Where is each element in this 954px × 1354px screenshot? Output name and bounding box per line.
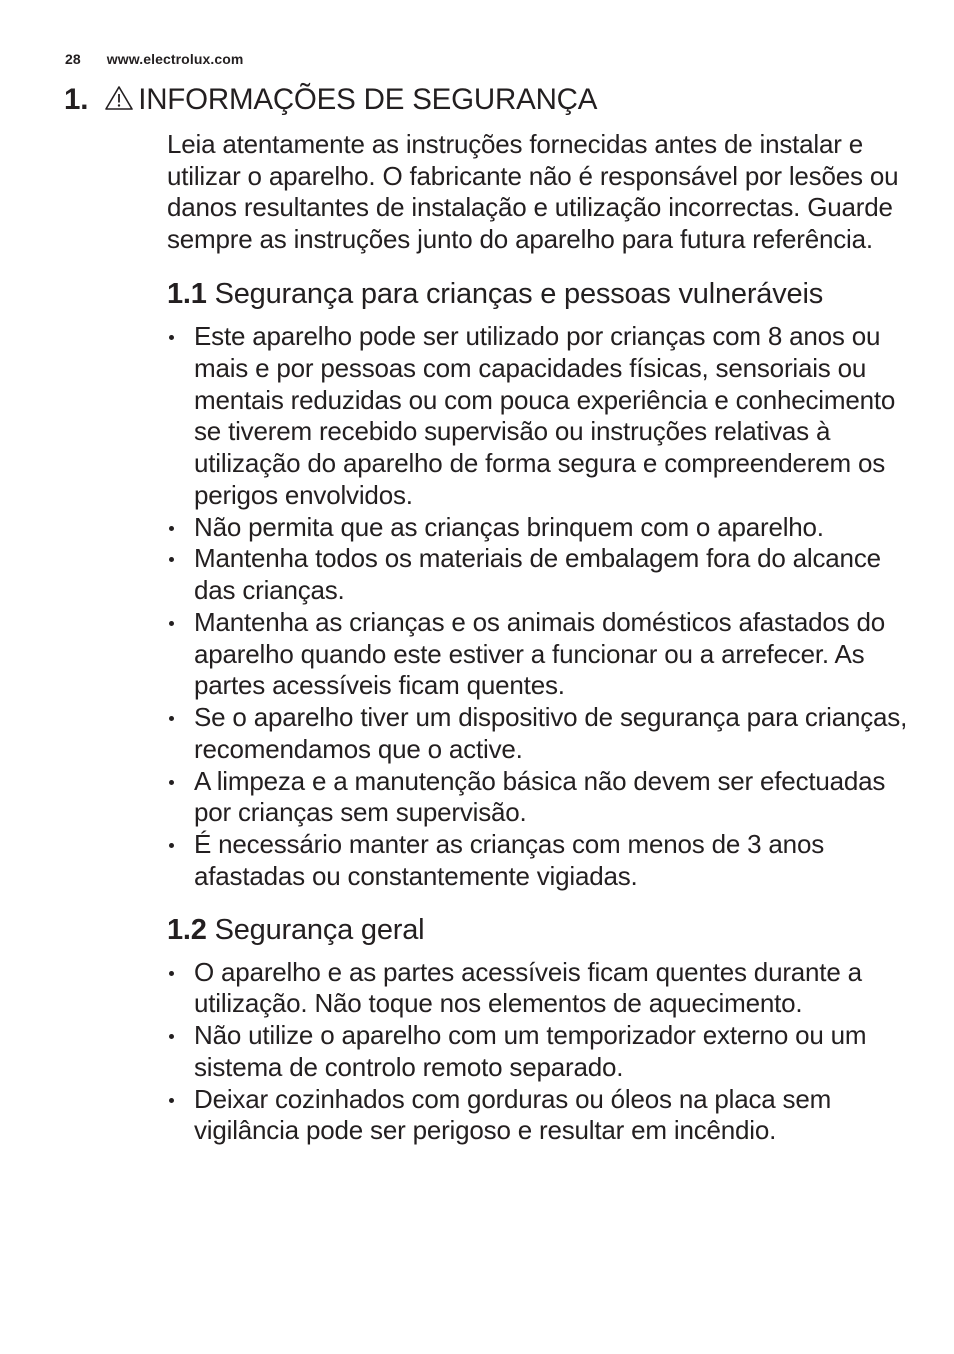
- list-item: Deixar cozinhados com gorduras ou óleos na placa sem vigilância pode ser perigoso e resultar em incêndio.: [167, 1084, 917, 1148]
- bullet-icon: [169, 780, 174, 785]
- list-item: Mantenha as crianças e os animais domésticos afastados do aparelho quando este estiver a funcionar ou a arrefecer. As partes acessíveis ficam quentes.: [167, 607, 917, 702]
- subsection-title: Segurança para crianças e pessoas vulneráveis: [214, 278, 823, 310]
- bullet-icon: [169, 843, 174, 848]
- section-number: 1.: [64, 83, 89, 116]
- page-header: [65, 51, 243, 67]
- bullet-icon: [169, 335, 174, 340]
- bullet-icon: [169, 1034, 174, 1039]
- bullet-icon: [169, 1098, 174, 1103]
- section-title: INFORMAÇÕES DE SEGURANÇA: [138, 83, 598, 116]
- list-item: Não permita que as crianças brinquem com o aparelho.: [167, 512, 917, 544]
- list-item: Não utilize o aparelho com um temporizador externo ou um sistema de controlo remoto separado.: [167, 1020, 917, 1084]
- section-content: [167, 129, 917, 1147]
- subsection-heading-1-2: [167, 913, 917, 947]
- subsection-number: 1.1: [167, 278, 207, 310]
- section-heading: [64, 82, 597, 118]
- bullet-icon: [169, 621, 174, 626]
- list-item: É necessário manter as crianças com menos de 3 anos afastadas ou constantemente vigiadas.: [167, 829, 917, 893]
- website-url: www.electrolux.com: [106, 51, 244, 67]
- list-item: Mantenha todos os materiais de embalagem fora do alcance das crianças.: [167, 543, 917, 607]
- list-item: Se o aparelho tiver um dispositivo de segurança para crianças, recomendamos que o active.: [167, 702, 917, 766]
- bullet-icon: [169, 557, 174, 562]
- intro-paragraph: Leia atentamente as instruções fornecidas antes de instalar e utilizar o aparelho. O fabricante não é responsável por lesões ou danos resultantes de instalação e utilização incorrectas. Guarde sempre as instruções junto do aparelho para futura referência.: [167, 129, 899, 254]
- bullet-list-1-2: [167, 957, 917, 1148]
- list-item: O aparelho e as partes acessíveis ficam quentes durante a utilização. Não toque nos elementos de aquecimento.: [167, 957, 917, 1021]
- subsection-number: 1.2: [167, 913, 207, 946]
- bullet-icon: [169, 526, 174, 531]
- subsection-title: Segurança geral: [214, 913, 425, 946]
- subsection-heading-1-1: [167, 277, 917, 311]
- warning-triangle-icon: [104, 84, 134, 110]
- list-item: A limpeza e a manutenção básica não devem ser efectuadas por crianças sem supervisão.: [167, 766, 917, 830]
- bullet-icon: [169, 716, 174, 721]
- bullet-icon: [169, 971, 174, 976]
- list-item: Este aparelho pode ser utilizado por crianças com 8 anos ou mais e por pessoas com capacidades físicas, sensoriais ou mentais reduzidas ou com pouca experiência e conhecimento se tiverem recebido supervisão ou instruções relativas à utilização do aparelho de forma segura e compreenderem os perigos envolvidos.: [167, 321, 917, 512]
- page-number: 28: [65, 51, 81, 67]
- bullet-list-1-1: [167, 321, 917, 893]
